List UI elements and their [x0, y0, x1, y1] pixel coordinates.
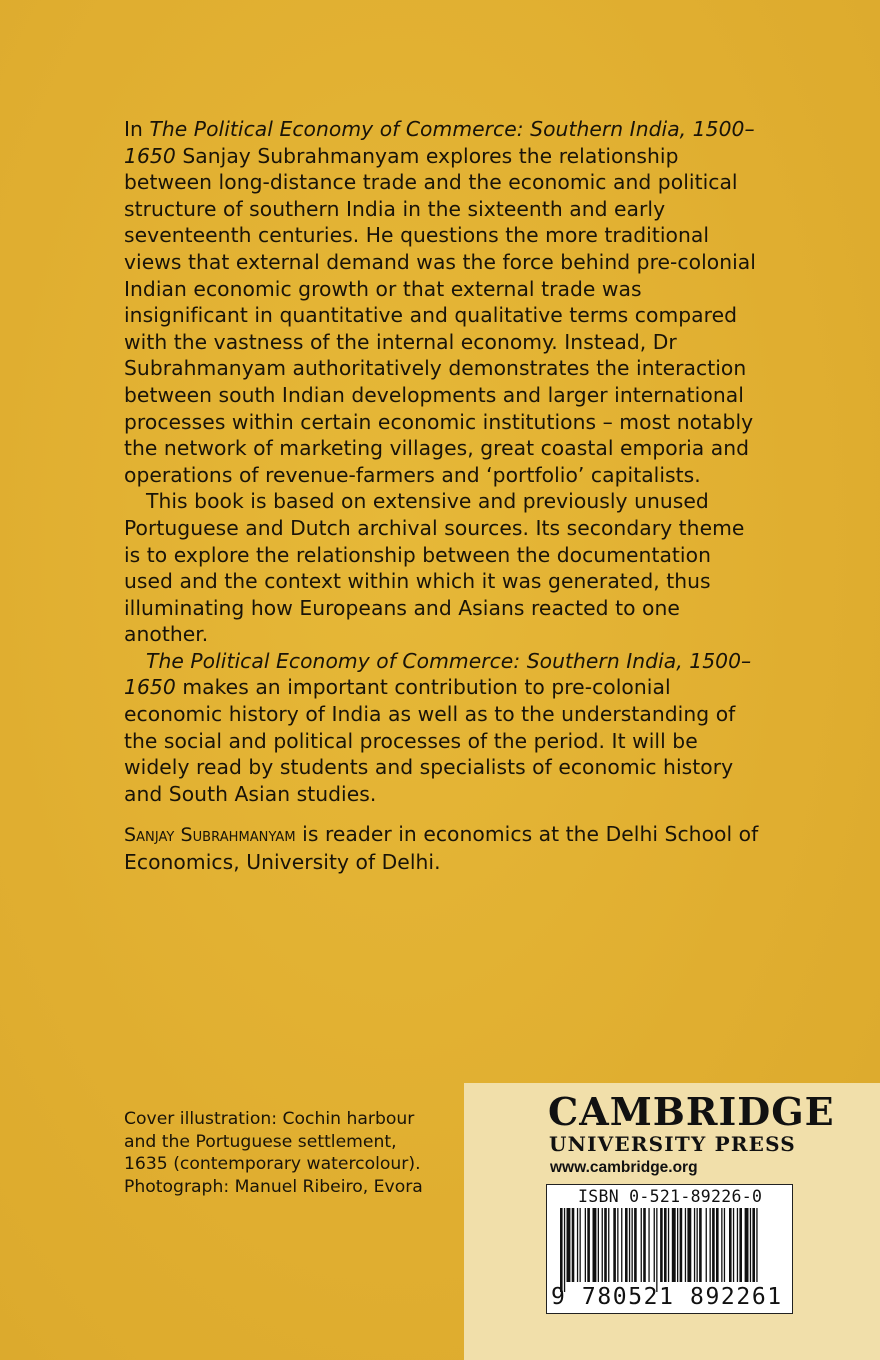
barcode-bar — [729, 1208, 732, 1282]
barcode-bar — [577, 1208, 578, 1282]
barcode-bar — [737, 1208, 738, 1282]
barcode-bar — [564, 1208, 565, 1292]
barcode-bar — [716, 1208, 719, 1282]
barcode-bar — [654, 1208, 655, 1282]
barcode-bar — [745, 1208, 749, 1282]
barcode-bar — [598, 1208, 599, 1282]
barcode-bar — [587, 1208, 590, 1282]
author-bio — [124, 821, 764, 875]
blurb-paragraph-3 — [124, 648, 764, 808]
barcode-bar — [604, 1208, 607, 1282]
barcode-bar — [621, 1208, 622, 1282]
barcode-bar — [694, 1208, 695, 1282]
book-title-reference-2: The Political Economy of Commerce: Southern India, 1500–1650 — [124, 648, 752, 700]
barcode-bar — [567, 1208, 571, 1282]
book-title-reference: The Political Economy of Commerce: Southern India, 1500–1650 — [124, 117, 755, 168]
caption-line: 1635 (contemporary watercolour). — [124, 1154, 421, 1174]
publisher-subtitle: UNIVERSITY PRESS — [549, 1132, 796, 1156]
publisher-url: www.cambridge.org — [550, 1159, 698, 1176]
barcode-bar — [613, 1208, 616, 1282]
caption-line: Photograph: Manuel Ribeiro, Evora — [124, 1176, 423, 1197]
barcode-bar — [608, 1208, 609, 1282]
barcode-bar — [721, 1208, 722, 1282]
isbn-label: ISBN 0-521-89226-0 — [578, 1187, 763, 1206]
barcode-bar — [572, 1208, 575, 1282]
barcode-bars-icon — [548, 1208, 789, 1294]
blurb-p1-body: Sanjay Subrahmanyam explores the relationship between long-distance trade and the economic and political structure of southern India in the sixteenth and early seventeenth centuries. He questions the more traditional views that external demand was the force behind pre-colonial Indian economic growth or that external trade was insignificant in quantitative and qualitative terms compared with the vastness of the internal economy. Instead, Dr Subrahmanyam authoritatively demonstrates the interaction between south Indian developments and larger international processes within certain economic institutions – most notably the network of marketing villages, great coastal emporia and operations of revenue-farmers and ‘portfolio’ capitalists. — [124, 143, 756, 487]
barcode-bar — [733, 1208, 734, 1282]
barcode-bar — [672, 1208, 676, 1282]
barcode-bar — [634, 1208, 637, 1282]
barcode-bar — [660, 1208, 663, 1282]
barcode-bar — [632, 1208, 633, 1282]
barcode-bar — [756, 1208, 757, 1282]
barcode-bar — [643, 1208, 646, 1282]
barcode-bar — [593, 1208, 597, 1282]
blurb-paragraph-1 — [124, 116, 764, 488]
barcode-bar — [680, 1208, 683, 1282]
caption-line: and the Portuguese settlement, — [124, 1131, 397, 1152]
barcode-bar — [750, 1208, 751, 1282]
barcode-bar — [697, 1208, 698, 1282]
blurb-p1-lead: In — [124, 117, 150, 141]
blurb — [124, 116, 764, 876]
barcode-bar — [687, 1208, 691, 1282]
barcode-bar — [712, 1208, 715, 1282]
publisher-name: CAMBRIDGE — [548, 1089, 835, 1134]
barcode-bar — [656, 1208, 657, 1292]
barcode-bar — [668, 1208, 669, 1282]
blurb-p3-body: makes an important contribution to pre-colonial economic history of India as well as to the understanding of the social and political processes of the period. It will be widely read by students and specialists of economic history and South Asian studies. — [124, 675, 736, 806]
barcode-bar — [602, 1208, 603, 1282]
author-name: Sanjay Subrahmanyam — [124, 824, 296, 847]
barcode-bar — [677, 1208, 678, 1282]
barcode-bar — [685, 1208, 686, 1282]
barcode-bar — [641, 1208, 642, 1282]
author-bio-text: is reader in economics at the Delhi School of Economics, University of Delhi. — [124, 822, 759, 875]
barcode-bar — [560, 1208, 563, 1292]
cover-illustration-caption — [124, 1108, 464, 1198]
barcode-bar — [664, 1208, 667, 1282]
barcode-bar — [739, 1208, 742, 1282]
barcode-bar — [699, 1208, 702, 1282]
barcode-bar — [629, 1208, 630, 1282]
barcode-bar — [625, 1208, 628, 1282]
barcode-bar — [585, 1208, 586, 1282]
publisher-logo — [548, 1089, 835, 1134]
barcode-bar — [752, 1208, 755, 1282]
barcode-bar — [580, 1208, 581, 1282]
barcode-bar — [724, 1208, 725, 1282]
barcode-bar — [617, 1208, 618, 1282]
barcode-bar — [706, 1208, 707, 1282]
barcode-bar — [710, 1208, 711, 1282]
ean-number: 9 780521 892261 — [551, 1284, 783, 1310]
barcode-bar — [648, 1208, 649, 1282]
caption-line: Cover illustration: Cochin harbour — [124, 1109, 415, 1129]
blurb-paragraph-2: This book is based on extensive and previously unused Portuguese and Dutch archival sources. Its secondary theme is to explore the relationship between the documentation used and the context within which it was generated, thus illuminating how Europeans and Asians reacted to one another. — [124, 489, 745, 647]
